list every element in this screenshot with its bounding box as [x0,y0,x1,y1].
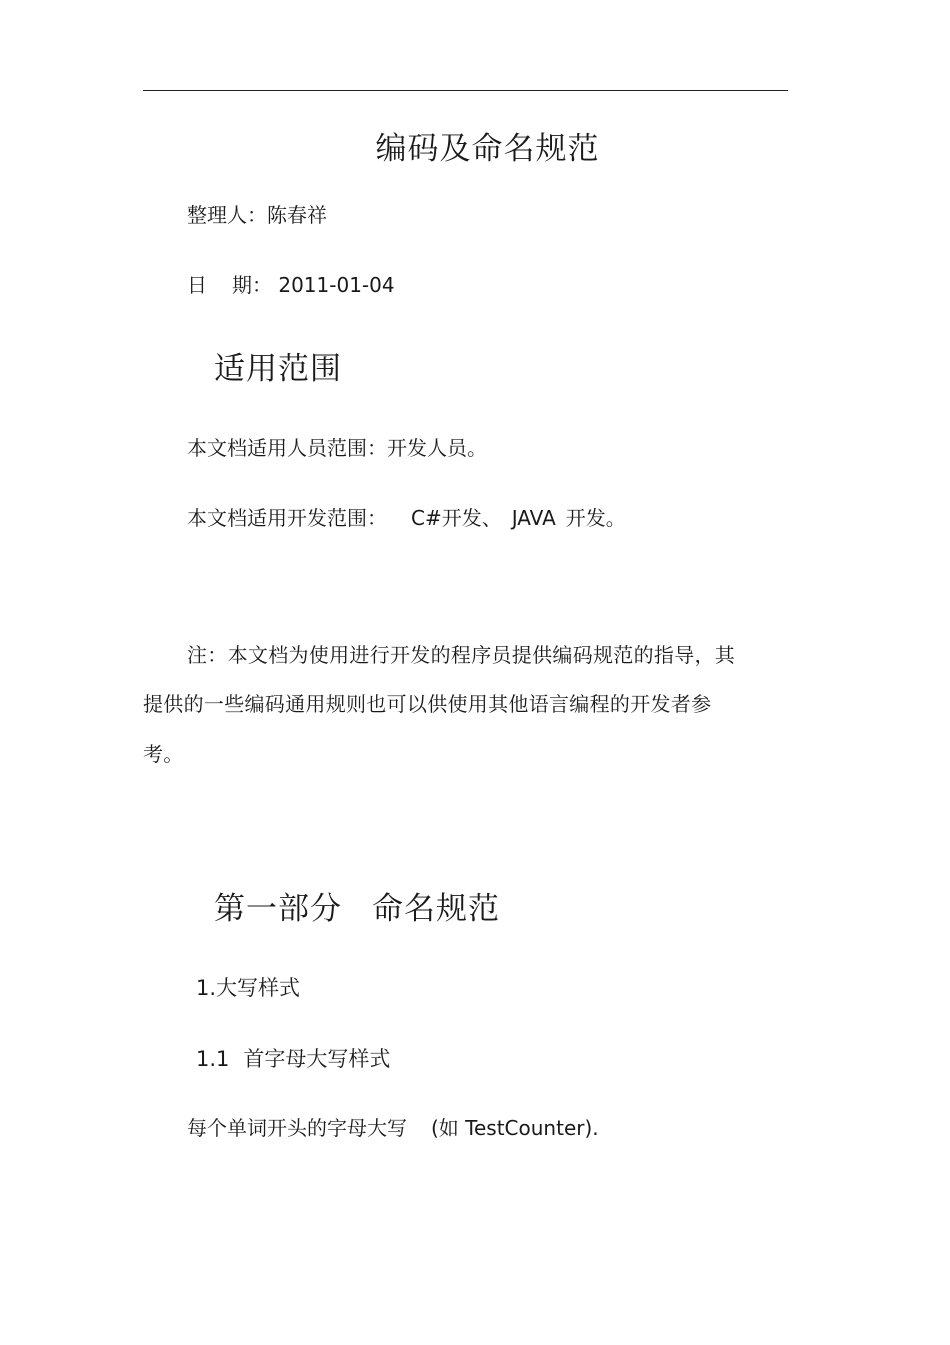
body-text: 每个单词开头的字母大写 [187,1116,407,1140]
editor-name: 陈春祥 [267,203,327,227]
note-line-2: 提供的一些编码通用规则也可以供使用其他语言编程的开发者参 [143,692,712,716]
scope-dev-value-3: 开发。 [565,506,626,530]
note-line-1: 注：本文档为使用进行开发的程序员提供编码规范的指导，其 [187,643,736,667]
date-line [187,269,395,298]
scope-people-value: 开发人员。 [387,436,487,460]
date-label-second: 期： [232,273,272,297]
section-1-heading: 1.大写样式 [196,976,301,1000]
scope-dev-label: 本文档适用开发范围： [187,506,387,530]
part1-heading [214,883,500,928]
section-1-1-title: 首字母大写样式 [243,1047,391,1071]
section-1-1-heading [196,1043,390,1073]
date-value: 2011-01-04 [278,273,395,297]
scope-dev-value-1: C#开发、 [411,506,502,530]
body-example: (如 TestCounter). [431,1116,599,1140]
editor-label: 整理人： [187,203,267,227]
section-1-1-body [187,1112,599,1141]
part1-heading-part: 第一部分 [214,891,342,927]
scope-people-label: 本文档适用人员范围： [187,436,387,460]
header-rule [143,90,788,91]
date-label-first: 日 [187,273,207,297]
section-1-1-number: 1.1 [196,1047,230,1071]
note-line-3: 考。 [143,742,184,766]
document-title: 编码及命名规范 [375,131,600,167]
scope-heading: 适用范围 [214,351,342,387]
part1-heading-title: 命名规范 [372,891,500,927]
scope-people-line [187,432,487,461]
editor-line [187,199,327,228]
scope-dev-value-2: JAVA [511,506,556,530]
scope-dev-line [187,502,626,531]
